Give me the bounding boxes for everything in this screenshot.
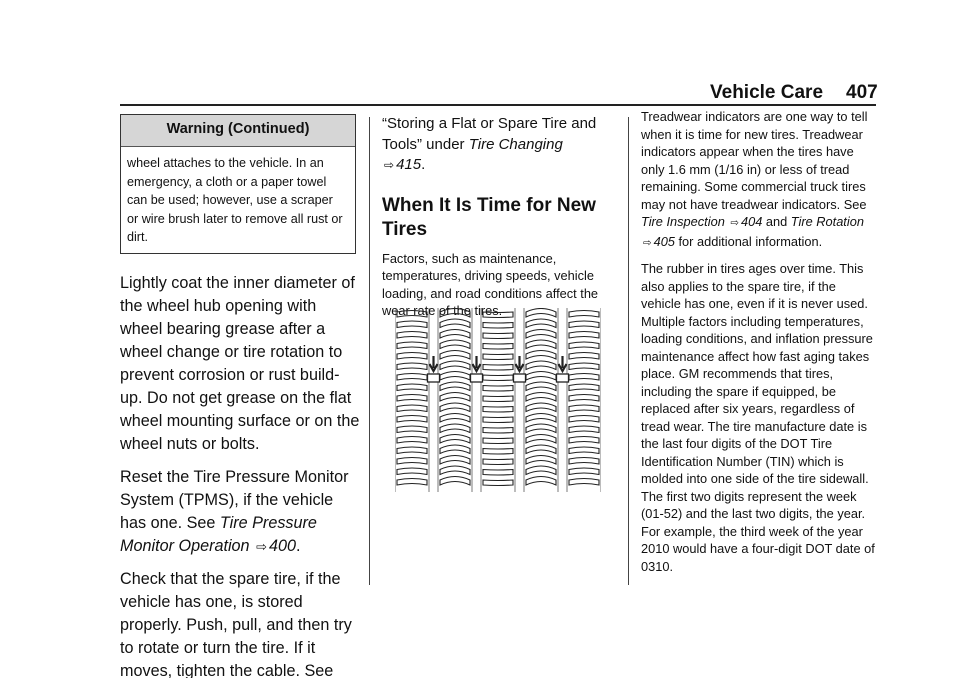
tire-inspection-link[interactable]: Tire Inspection	[641, 214, 725, 229]
paragraph-treadwear	[641, 108, 879, 252]
indicator-arrow-icon	[516, 356, 524, 371]
and-text: and	[762, 214, 791, 229]
column-right	[641, 108, 879, 575]
continued-text: “Storing a Flat or Spare Tire and Tools” under	[382, 115, 597, 153]
tire-changing-link[interactable]: Tire Changing	[468, 135, 563, 153]
tire-rotation-page-ref[interactable]: 405	[653, 233, 675, 249]
additional-info-text: for additional information.	[674, 233, 823, 249]
tire-changing-page-ref[interactable]: 415	[396, 156, 422, 173]
treadwear-indicator-bar	[514, 374, 526, 382]
section-title: Vehicle Care	[710, 82, 824, 103]
paragraph-tpms: Reset the Tire Pressure Monitor System (TPMS), if the vehicle has one. See Tire Pressure Monitor Operation ⇨ 400.	[120, 467, 349, 555]
indicator-arrow-icon	[559, 356, 567, 371]
tire-inspection-page-ref[interactable]: 404	[740, 214, 763, 229]
page-number: 407	[846, 82, 878, 103]
indicator-arrow-icon	[473, 356, 481, 371]
ref-arrow-icon: ⇨	[730, 218, 739, 229]
column-divider-left	[369, 117, 370, 585]
tpms-link[interactable]: Tire Pressure Monitor Operation	[120, 513, 317, 555]
tread-rib	[567, 308, 601, 492]
tire-rotation-link[interactable]: Tire Rotation	[790, 214, 864, 229]
header-rule	[120, 104, 876, 106]
tpms-page-ref[interactable]: 400	[268, 536, 296, 555]
column-left	[120, 114, 360, 678]
treadwear-indicator-bar	[428, 374, 440, 382]
paragraph-continued: “Storing a Flat or Spare Tire and Tools” under Tire Changing ⇨ 415.	[382, 115, 597, 173]
paragraph-wear-factors: Factors, such as maintenance, temperatures, driving speeds, vehicle loading, and road conditions affect the wear rate of the tires.	[382, 250, 599, 318]
tread-rib	[481, 308, 515, 492]
column-middle	[382, 114, 614, 320]
paragraph-tire-aging: The rubber in tires ages over time. This also applies to the spare tire, if the vehicle has one, even if it is never used. Multiple factors including temperatures, loading conditions, and inflation pressure maintenance affect how fast aging takes place. GM recommends that tires, including the spare if equipped, be replaced after six years, regardless of tread wear. The tire manufacture date is the last four digits of the DOT Tire Identification Number (TIN) which is molded into one side of the tire sidewall. The first two digits represent the week (01-52) and the last two digits, the year. For example, the third week of the year 2010 would have a four-digit DOT date of 0310.	[641, 261, 875, 574]
warning-body: wheel attaches to the vehicle. In an emergency, a cloth or a paper towel can be used; however, use a scraper or wire brush later to remove all rust or dirt.	[127, 156, 343, 244]
paragraph-grease: Lightly coat the inner diameter of the wheel hub opening with wheel bearing grease after a wheel change or tire rotation to prevent corrosion or rust build-up. Do not get grease on the flat wheel mounting surface or on the wheel nuts or bolts.	[120, 273, 360, 453]
treadwear-text: Treadwear indicators are one way to tell when it is time for new tires. Treadwear indicators appear when the tires have only 1.6 mm (1/16 in) or less of tread remaining. Some commercial truck tires may not have treadwear indicators. See	[641, 109, 868, 212]
section-heading: When It Is Time for New Tires	[382, 194, 596, 240]
tread-rib	[395, 308, 429, 492]
ref-arrow-icon: ⇨	[384, 158, 395, 172]
treadwear-indicator-bar	[557, 374, 569, 382]
warning-box	[120, 114, 356, 254]
treadwear-indicator-illustration	[395, 308, 601, 492]
paragraph-spare-tire: Check that the spare tire, if the vehicle has one, is stored properly. Push, pull, and then try to rotate or turn the tire. If it moves, tighten the cable. See	[120, 569, 352, 678]
ref-arrow-icon: ⇨	[256, 538, 267, 554]
page-header	[0, 82, 960, 106]
column-divider-right	[628, 117, 629, 585]
tread-rib	[524, 308, 558, 492]
treadwear-indicator-bar	[471, 374, 483, 382]
tread-rib	[438, 308, 472, 492]
indicator-arrow-icon	[430, 356, 438, 371]
ref-arrow-icon: ⇨	[643, 237, 652, 249]
tpms-text: Reset the Tire Pressure Monitor System (TPMS), if the vehicle has one. See	[120, 467, 349, 532]
warning-title: Warning (Continued)	[121, 115, 355, 147]
